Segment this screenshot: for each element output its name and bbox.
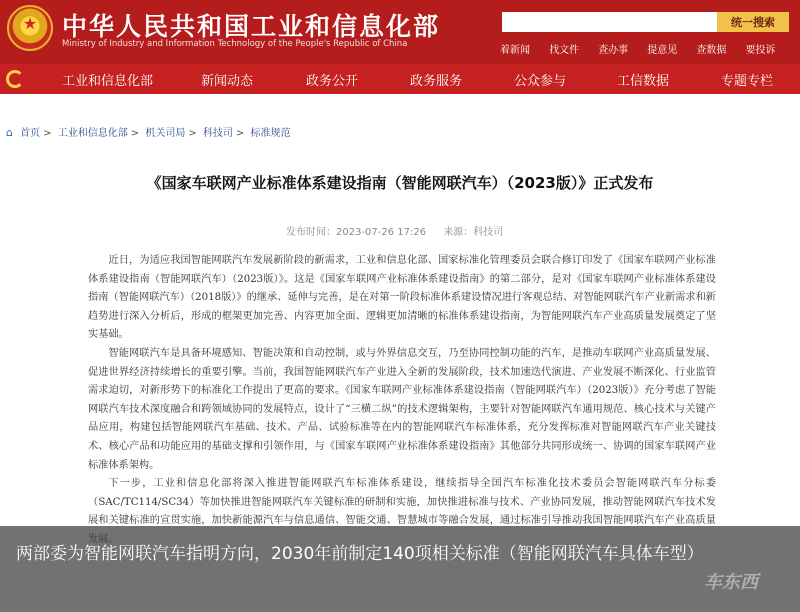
breadcrumb	[6, 124, 290, 138]
article-body	[88, 252, 716, 550]
quick-links	[500, 38, 789, 56]
nav-item-participation[interactable]: 公众参与	[514, 74, 567, 89]
breadcrumb-separator: >	[130, 128, 140, 139]
article-paragraph: 近日，为适应我国智能网联汽车发展新阶段的新需求，工业和信息化部、国家标准化管理委员会联合修订印发了《国家车联网产业标准体系建设指南（智能网联汽车）（2023版）》。这是《国家车联网产业标准体系建设指南》的第二部分，是对《国家车联网产业标准体系建设指南（智能网联汽车）（2018版）》的继承、延伸与完善，是在对第一阶段标准体系建设情况进行客观总结、对智能网联汽车产业新需求和新趋势进行深入分析后，形成的框架更加完善、内容更加全面、逻辑更加清晰的标准体系建设指南，为智能网联汽车产业高质量发展奠定了坚实基础。	[88, 255, 716, 341]
home-icon[interactable]	[6, 70, 24, 88]
breadcrumb-item-standards[interactable]: 标准规范	[250, 128, 291, 139]
national-emblem-icon: ★	[7, 5, 53, 51]
article-title: 《国家车联网产业标准体系建设指南（智能网联汽车）（2023版）》正式发布	[146, 174, 654, 192]
search-input[interactable]	[502, 12, 717, 32]
quick-link-files[interactable]: 找文件	[549, 45, 580, 56]
nav-item-data[interactable]: 工信数据	[617, 74, 670, 89]
article-meta	[286, 223, 517, 238]
nav-item-topics[interactable]: 专题专栏	[721, 74, 774, 89]
search-button[interactable]: 统一搜索	[717, 12, 789, 32]
site-subtitle: Ministry of Industry and Information Technology of the People's Republic of China	[62, 39, 408, 49]
breadcrumb-item-home[interactable]: 首页	[20, 128, 41, 139]
quick-link-feedback[interactable]: 提意见	[647, 45, 678, 56]
nav-item-news[interactable]: 新闻动态	[201, 74, 254, 89]
breadcrumb-separator: >	[235, 128, 245, 139]
breadcrumb-item-departments[interactable]: 机关司局	[145, 128, 186, 139]
publish-time: 发布时间：2023-07-26 17:26	[286, 227, 427, 238]
quick-link-data[interactable]: 查数据	[696, 45, 727, 56]
breadcrumb-home-icon: ⌂	[6, 126, 13, 139]
breadcrumb-item-ministry[interactable]: 工业和信息化部	[57, 128, 128, 139]
article-paragraph: 智能网联汽车是具备环境感知、智能决策和自动控制，或与外界信息交互，乃至协同控制功能的汽车，是推动车联网产业高质量发展、促进世界经济持续增长的重要引擎。当前，我国智能网联汽车产业进入全新的发展阶段，技术加速迭代演进、产业发展不断深化、行业监管需求迫切，对新形势下的标准化工作提出了更高的要求。《国家车联网产业标准体系建设指南（智能网联汽车）（2023版）》充分考虑了智能网联汽车技术深度融合和跨领域协同的发展特点，设计了“三横二纵”的技术逻辑架构，主要针对智能网联汽车通用规范、核心技术与关键产品应用，构建包括智能网联汽车基础、技术、产品、试验标准等在内的智能网联汽车标准体系，充分发挥标准对智能网联汽车产业关键技术、核心产品和功能应用的基础支撑和引领作用，与《国家车联网产业标准体系建设指南》其他部分共同形成统一、协调的国家车联网产业标准体系架构。	[88, 347, 716, 471]
site-header	[0, 0, 800, 64]
breadcrumb-separator: >	[43, 128, 52, 139]
main-nav	[0, 64, 800, 94]
nav-item-gov-affairs[interactable]: 政务公开	[306, 74, 359, 89]
breadcrumb-item-tech-dept[interactable]: 科技司	[202, 128, 233, 139]
watermark-logo: 车东西	[704, 572, 758, 593]
nav-item-ministry[interactable]: 工业和信息化部	[62, 74, 154, 89]
image-caption-overlay	[0, 526, 800, 612]
quick-link-services[interactable]: 查办事	[598, 45, 629, 56]
quick-link-complaint[interactable]: 要投诉	[745, 45, 776, 56]
article-paragraph: 下一步，工业和信息化部将深入推进智能网联汽车标准体系建设，继续指导全国汽车标准化技术委员会智能网联汽车分标委（SAC/TC114/SC34）等加快推进智能网联汽车关键标准的研制和实施，加快推进标准与技术、产业协同发展，推动智能网联汽车技术发展和关键标准的宣贯实施，加快新能源汽车与信息通信、智能交通、智慧城市等融合发展，通过标准引导推动我国智能网联汽车产业高质量	[88, 478, 716, 527]
caption-text: 两部委为智能网联汽车指明方向，2030年前制定140项相关标准（智能网联汽车具体车型）	[16, 544, 704, 564]
article-source: 来源：科技司	[443, 227, 504, 238]
nav-item-services[interactable]: 政务服务	[410, 74, 463, 89]
quick-link-news[interactable]: 着新闻	[500, 45, 530, 56]
breadcrumb-separator: >	[188, 128, 197, 139]
site-title[interactable]: 中华人民共和国工业和信息化部	[62, 12, 441, 41]
